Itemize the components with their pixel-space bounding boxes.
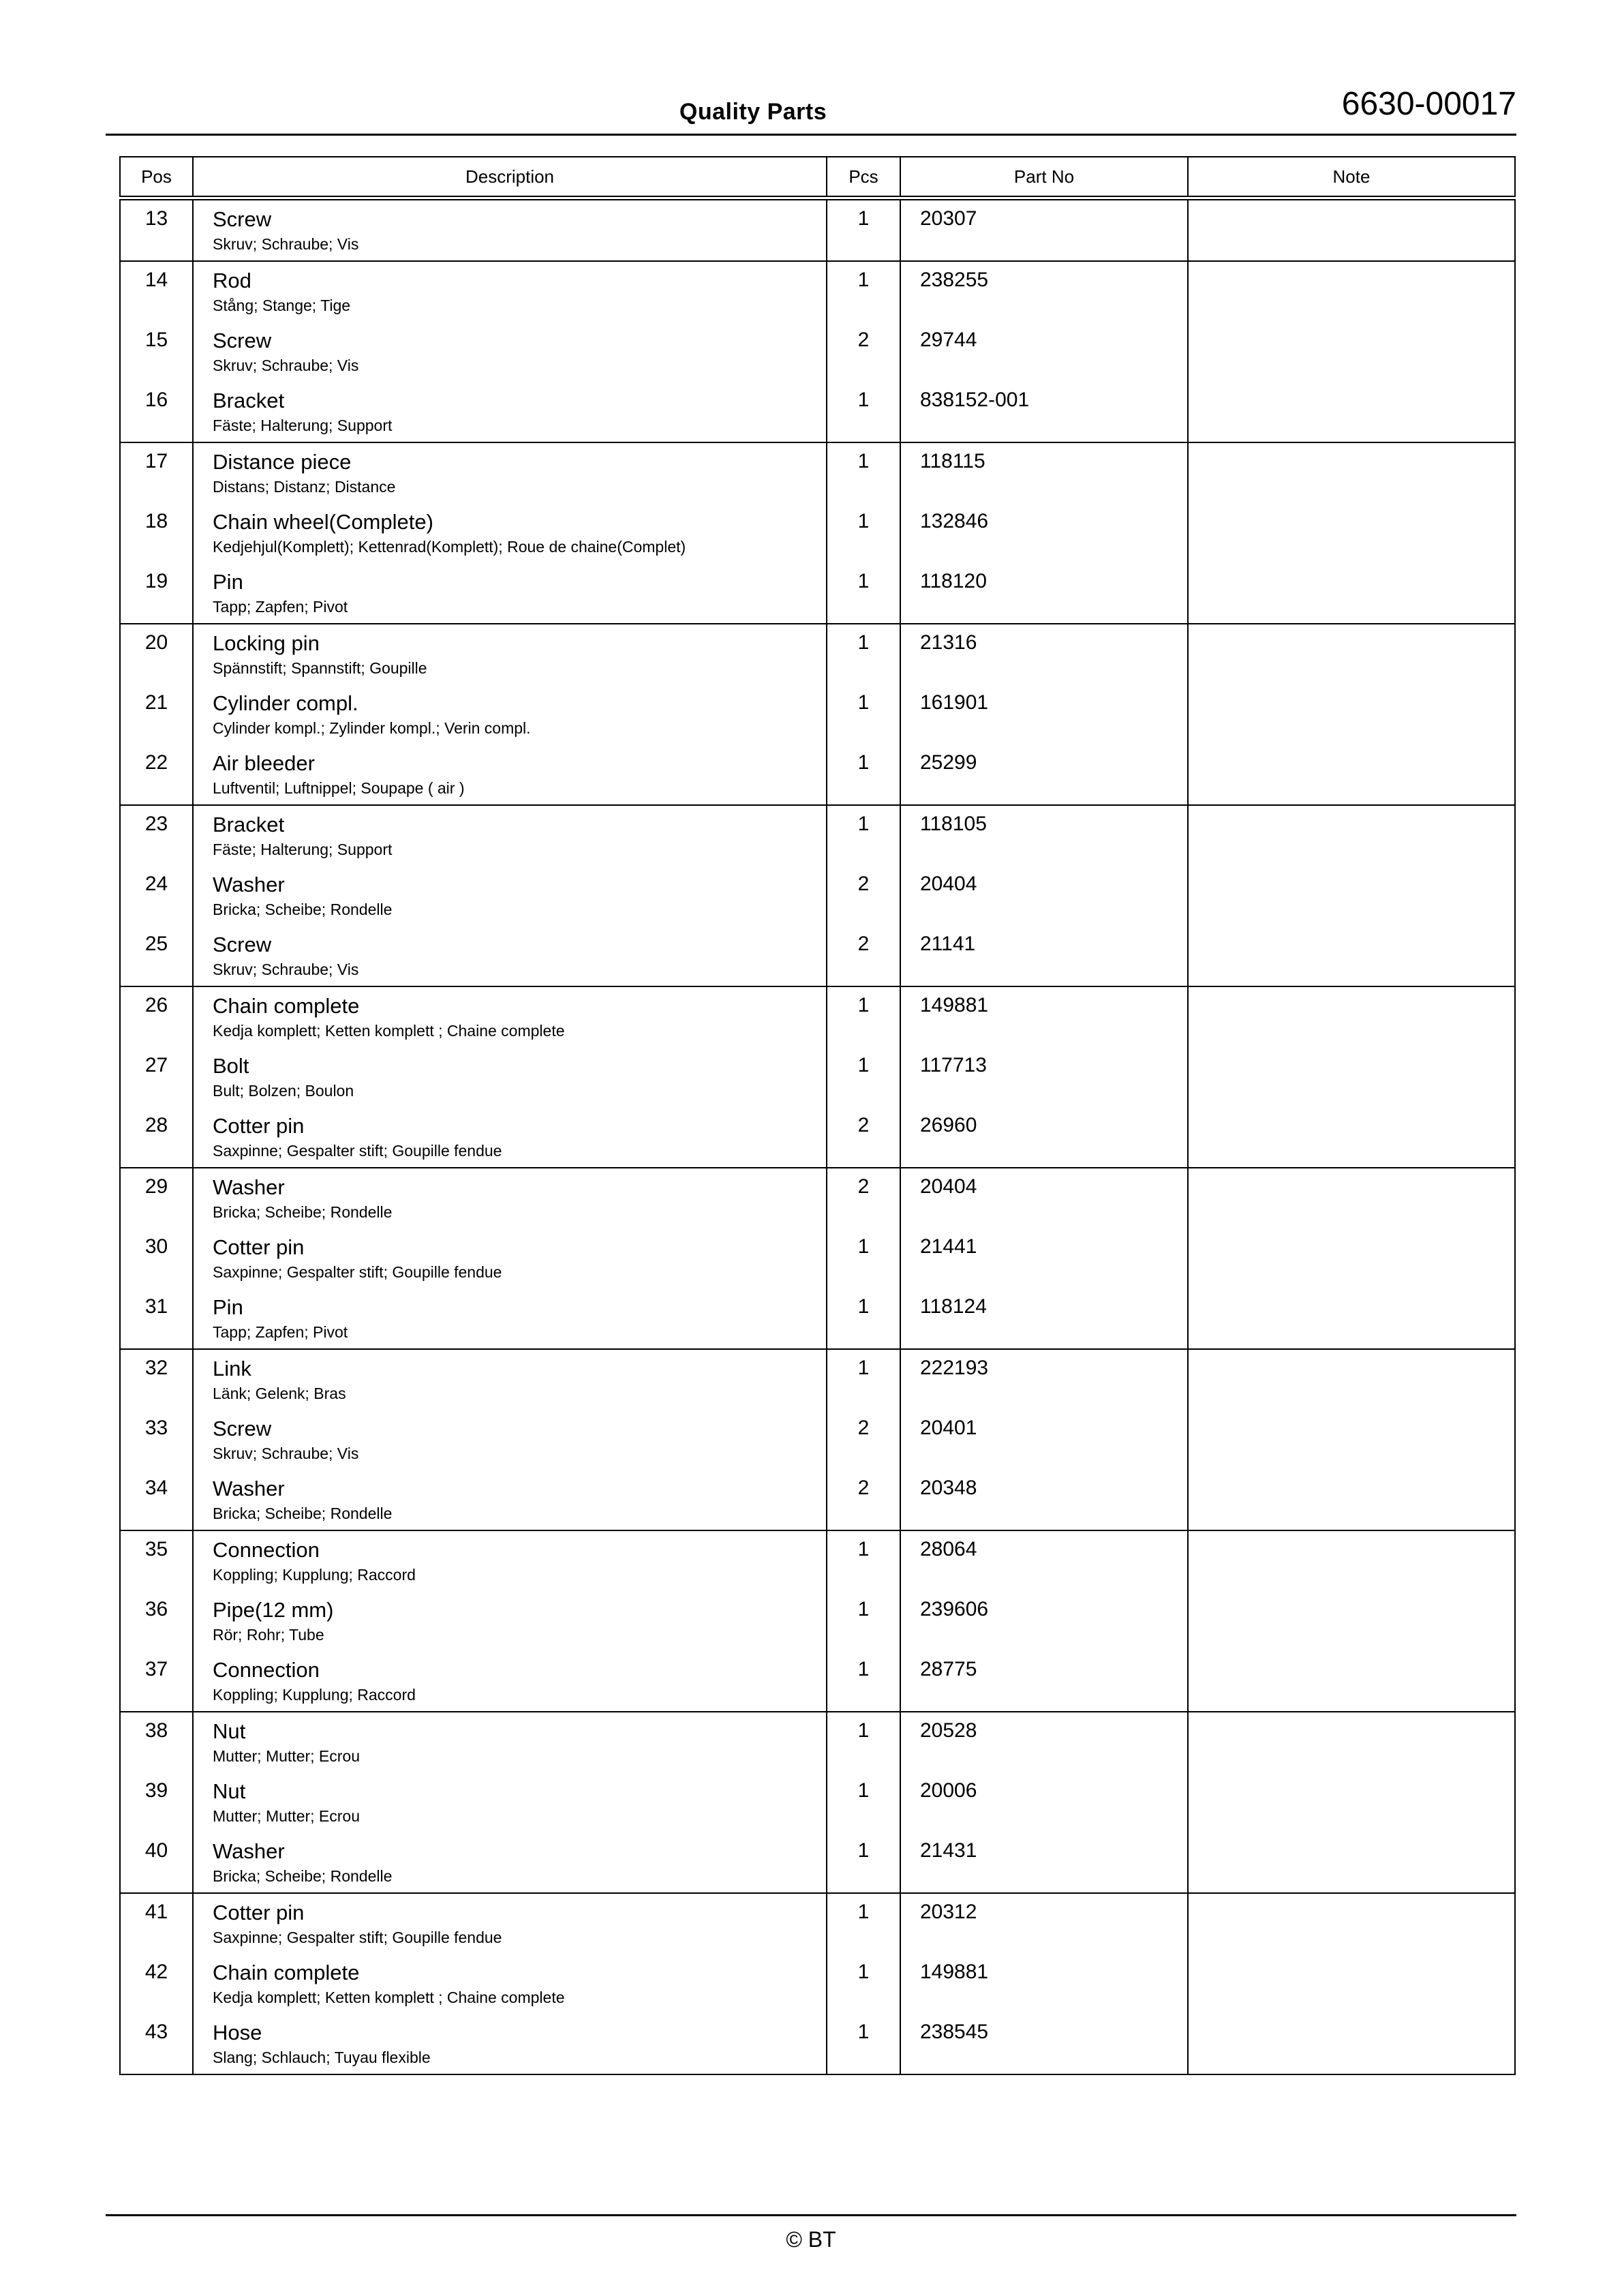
description-main: Locking pin bbox=[213, 631, 320, 655]
pcs-cell: 1 bbox=[827, 805, 900, 866]
table-row bbox=[120, 684, 1515, 744]
partno-cell: 28775 bbox=[900, 1651, 1188, 1712]
description-main: Pipe(12 mm) bbox=[213, 1598, 334, 1622]
partno-cell: 20006 bbox=[900, 1772, 1188, 1832]
description-sub: Distans; Distanz; Distance bbox=[213, 477, 396, 496]
description-sub: Skruv; Schraube; Vis bbox=[213, 1444, 359, 1462]
description-main: Screw bbox=[213, 207, 272, 231]
document-number: 6630-00017 bbox=[1341, 86, 1516, 122]
description-cell bbox=[193, 986, 827, 1047]
description-main: Chain complete bbox=[213, 1961, 360, 1984]
description-sub: Rör; Rohr; Tube bbox=[213, 1625, 324, 1644]
description-cell bbox=[193, 322, 827, 382]
table-row bbox=[120, 1832, 1515, 1893]
description-main: Connection bbox=[213, 1658, 320, 1682]
table-row bbox=[120, 1712, 1515, 1772]
partno-cell: 21316 bbox=[900, 624, 1188, 684]
pcs-cell: 1 bbox=[827, 1893, 900, 1954]
pcs-cell: 1 bbox=[827, 563, 900, 624]
pcs-cell: 2 bbox=[827, 1107, 900, 1168]
pos-cell: 23 bbox=[120, 805, 193, 866]
description-sub: Bult; Bolzen; Boulon bbox=[213, 1081, 354, 1100]
description-main: Washer bbox=[213, 1477, 285, 1500]
description-main: Pin bbox=[213, 570, 243, 594]
description-sub: Länk; Gelenk; Bras bbox=[213, 1384, 346, 1402]
description-sub: Saxpinne; Gespalter stift; Goupille fendue bbox=[213, 1263, 502, 1281]
description-main: Chain complete bbox=[213, 994, 360, 1018]
note-cell bbox=[1188, 744, 1515, 805]
pcs-cell: 2 bbox=[827, 1470, 900, 1530]
pos-cell: 26 bbox=[120, 986, 193, 1047]
pos-cell: 39 bbox=[120, 1772, 193, 1832]
description-main: Cotter pin bbox=[213, 1114, 305, 1138]
pos-cell: 16 bbox=[120, 382, 193, 442]
table-row bbox=[120, 624, 1515, 684]
description-sub: Koppling; Kupplung; Raccord bbox=[213, 1685, 416, 1704]
table-row bbox=[120, 1168, 1515, 1228]
table-row bbox=[120, 1772, 1515, 1832]
description-cell bbox=[193, 805, 827, 866]
partno-cell: 28064 bbox=[900, 1530, 1188, 1591]
partno-cell: 132846 bbox=[900, 503, 1188, 563]
pcs-cell: 1 bbox=[827, 503, 900, 563]
note-cell bbox=[1188, 1349, 1515, 1410]
pcs-cell: 2 bbox=[827, 322, 900, 382]
pos-cell: 22 bbox=[120, 744, 193, 805]
description-main: Pin bbox=[213, 1295, 243, 1319]
pos-cell: 28 bbox=[120, 1107, 193, 1168]
pos-cell: 36 bbox=[120, 1591, 193, 1651]
pcs-cell: 1 bbox=[827, 1772, 900, 1832]
partno-cell: 21441 bbox=[900, 1228, 1188, 1288]
pcs-cell: 1 bbox=[827, 986, 900, 1047]
description-main: Distance piece bbox=[213, 450, 352, 474]
table-row bbox=[120, 382, 1515, 442]
description-main: Connection bbox=[213, 1538, 320, 1562]
description-sub: Skruv; Schraube; Vis bbox=[213, 356, 359, 374]
pcs-cell: 1 bbox=[827, 684, 900, 744]
note-cell bbox=[1188, 1712, 1515, 1772]
note-cell bbox=[1188, 1530, 1515, 1591]
description-sub: Skruv; Schraube; Vis bbox=[213, 960, 359, 978]
description-cell bbox=[193, 1228, 827, 1288]
partno-cell: 20312 bbox=[900, 1893, 1188, 1954]
partno-cell: 161901 bbox=[900, 684, 1188, 744]
description-cell bbox=[193, 382, 827, 442]
note-cell bbox=[1188, 1470, 1515, 1530]
pos-cell: 37 bbox=[120, 1651, 193, 1712]
description-cell bbox=[193, 1832, 827, 1893]
pos-cell: 29 bbox=[120, 1168, 193, 1228]
note-cell bbox=[1188, 986, 1515, 1047]
table-row bbox=[120, 1530, 1515, 1591]
description-cell bbox=[193, 1107, 827, 1168]
table-row bbox=[120, 1288, 1515, 1349]
partno-cell: 25299 bbox=[900, 744, 1188, 805]
description-cell bbox=[193, 563, 827, 624]
description-cell bbox=[193, 503, 827, 563]
description-cell bbox=[193, 1772, 827, 1832]
description-cell bbox=[193, 198, 827, 262]
pos-cell: 18 bbox=[120, 503, 193, 563]
description-cell bbox=[193, 1470, 827, 1530]
description-main: Air bleeder bbox=[213, 751, 315, 775]
description-sub: Mutter; Mutter; Ecrou bbox=[213, 1747, 361, 1765]
description-sub: Bricka; Scheibe; Rondelle bbox=[213, 1504, 393, 1522]
copyright-text: © BT bbox=[786, 2227, 836, 2252]
partno-cell: 149881 bbox=[900, 986, 1188, 1047]
description-cell bbox=[193, 926, 827, 986]
table-row bbox=[120, 805, 1515, 866]
note-cell bbox=[1188, 866, 1515, 926]
description-sub: Kedja komplett; Ketten komplett ; Chaine complete bbox=[213, 1021, 565, 1040]
description-cell bbox=[193, 684, 827, 744]
note-cell bbox=[1188, 563, 1515, 624]
description-cell bbox=[193, 1168, 827, 1228]
pos-cell: 35 bbox=[120, 1530, 193, 1591]
description-main: Chain wheel(Complete) bbox=[213, 510, 433, 534]
description-main: Hose bbox=[213, 2021, 262, 2044]
pcs-cell: 2 bbox=[827, 1168, 900, 1228]
description-sub: Bricka; Scheibe; Rondelle bbox=[213, 1203, 393, 1221]
partno-cell: 26960 bbox=[900, 1107, 1188, 1168]
table-row bbox=[120, 1228, 1515, 1288]
description-cell bbox=[193, 1530, 827, 1591]
description-sub: Skruv; Schraube; Vis bbox=[213, 235, 359, 253]
pcs-cell: 1 bbox=[827, 1288, 900, 1349]
table-row bbox=[120, 261, 1515, 322]
pcs-cell: 1 bbox=[827, 1651, 900, 1712]
page-title: Quality Parts bbox=[679, 99, 827, 125]
pos-cell: 27 bbox=[120, 1047, 193, 1107]
pos-cell: 14 bbox=[120, 261, 193, 322]
pcs-cell: 1 bbox=[827, 1047, 900, 1107]
partno-cell: 20528 bbox=[900, 1712, 1188, 1772]
description-main: Rod bbox=[213, 269, 251, 292]
table-row bbox=[120, 1954, 1515, 2014]
description-cell bbox=[193, 1893, 827, 1954]
pcs-cell: 1 bbox=[827, 1832, 900, 1893]
note-cell bbox=[1188, 1591, 1515, 1651]
description-cell bbox=[193, 1349, 827, 1410]
table-row bbox=[120, 1107, 1515, 1168]
note-cell bbox=[1188, 503, 1515, 563]
description-main: Washer bbox=[213, 1839, 285, 1863]
pos-cell: 42 bbox=[120, 1954, 193, 2014]
table-header-row bbox=[120, 157, 1515, 198]
pcs-cell: 1 bbox=[827, 1591, 900, 1651]
partno-cell: 20404 bbox=[900, 1168, 1188, 1228]
partno-cell: 20348 bbox=[900, 1470, 1188, 1530]
description-sub: Koppling; Kupplung; Raccord bbox=[213, 1565, 416, 1584]
partno-cell: 238545 bbox=[900, 2014, 1188, 2074]
partno-cell: 118120 bbox=[900, 563, 1188, 624]
pos-cell: 40 bbox=[120, 1832, 193, 1893]
table-row bbox=[120, 1470, 1515, 1530]
description-main: Cotter pin bbox=[213, 1235, 305, 1259]
column-header-note: Note bbox=[1188, 157, 1515, 198]
column-header-partno: Part No bbox=[900, 157, 1188, 198]
table-row bbox=[120, 866, 1515, 926]
partno-cell: 238255 bbox=[900, 261, 1188, 322]
pos-cell: 30 bbox=[120, 1228, 193, 1288]
description-cell bbox=[193, 2014, 827, 2074]
pcs-cell: 1 bbox=[827, 442, 900, 503]
description-sub: Tapp; Zapfen; Pivot bbox=[213, 597, 348, 616]
pcs-cell: 1 bbox=[827, 2014, 900, 2074]
description-sub: Slang; Schlauch; Tuyau flexible bbox=[213, 2048, 431, 2066]
description-main: Screw bbox=[213, 329, 272, 352]
pcs-cell: 2 bbox=[827, 926, 900, 986]
table-row bbox=[120, 1047, 1515, 1107]
note-cell bbox=[1188, 322, 1515, 382]
note-cell bbox=[1188, 1168, 1515, 1228]
pos-cell: 13 bbox=[120, 198, 193, 262]
table-row bbox=[120, 503, 1515, 563]
parts-table bbox=[119, 156, 1516, 2075]
partno-cell: 29744 bbox=[900, 322, 1188, 382]
description-cell bbox=[193, 261, 827, 322]
partno-cell: 20404 bbox=[900, 866, 1188, 926]
page-header bbox=[106, 60, 1516, 136]
partno-cell: 21141 bbox=[900, 926, 1188, 986]
pos-cell: 21 bbox=[120, 684, 193, 744]
pcs-cell: 1 bbox=[827, 1349, 900, 1410]
note-cell bbox=[1188, 382, 1515, 442]
table-row bbox=[120, 563, 1515, 624]
description-main: Bracket bbox=[213, 813, 285, 836]
description-cell bbox=[193, 1591, 827, 1651]
pcs-cell: 1 bbox=[827, 744, 900, 805]
description-cell bbox=[193, 624, 827, 684]
pcs-cell: 2 bbox=[827, 1410, 900, 1470]
note-cell bbox=[1188, 198, 1515, 262]
pcs-cell: 1 bbox=[827, 1530, 900, 1591]
description-main: Bolt bbox=[213, 1054, 249, 1078]
partno-cell: 239606 bbox=[900, 1591, 1188, 1651]
description-sub: Luftventil; Luftnippel; Soupape ( air ) bbox=[213, 779, 465, 797]
description-cell bbox=[193, 1954, 827, 2014]
table-row bbox=[120, 1893, 1515, 1954]
note-cell bbox=[1188, 1228, 1515, 1288]
table-row bbox=[120, 744, 1515, 805]
column-header-pcs: Pcs bbox=[827, 157, 900, 198]
pos-cell: 41 bbox=[120, 1893, 193, 1954]
partno-cell: 117713 bbox=[900, 1047, 1188, 1107]
description-cell bbox=[193, 866, 827, 926]
column-header-description: Description bbox=[193, 157, 827, 198]
pos-cell: 19 bbox=[120, 563, 193, 624]
table-row bbox=[120, 1651, 1515, 1712]
table-row bbox=[120, 1349, 1515, 1410]
description-sub: Tapp; Zapfen; Pivot bbox=[213, 1323, 348, 1341]
pcs-cell: 1 bbox=[827, 1712, 900, 1772]
note-cell bbox=[1188, 1047, 1515, 1107]
table-row bbox=[120, 1591, 1515, 1651]
table-row bbox=[120, 442, 1515, 503]
pcs-cell: 1 bbox=[827, 1228, 900, 1288]
pcs-cell: 1 bbox=[827, 624, 900, 684]
pos-cell: 24 bbox=[120, 866, 193, 926]
pos-cell: 38 bbox=[120, 1712, 193, 1772]
table-row bbox=[120, 2014, 1515, 2074]
description-cell bbox=[193, 1651, 827, 1712]
description-sub: Bricka; Scheibe; Rondelle bbox=[213, 900, 393, 918]
note-cell bbox=[1188, 261, 1515, 322]
parts-table-body bbox=[120, 198, 1515, 2075]
pos-cell: 25 bbox=[120, 926, 193, 986]
note-cell bbox=[1188, 1954, 1515, 2014]
description-cell bbox=[193, 442, 827, 503]
partno-cell: 21431 bbox=[900, 1832, 1188, 1893]
pcs-cell: 1 bbox=[827, 261, 900, 322]
description-sub: Kedja komplett; Ketten komplett ; Chaine complete bbox=[213, 1988, 565, 2006]
note-cell bbox=[1188, 1772, 1515, 1832]
description-sub: Cylinder kompl.; Zylinder kompl.; Verin compl. bbox=[213, 719, 531, 737]
partno-cell: 118124 bbox=[900, 1288, 1188, 1349]
pos-cell: 17 bbox=[120, 442, 193, 503]
description-main: Cotter pin bbox=[213, 1901, 305, 1924]
note-cell bbox=[1188, 1651, 1515, 1712]
note-cell bbox=[1188, 1832, 1515, 1893]
description-sub: Bricka; Scheibe; Rondelle bbox=[213, 1867, 393, 1885]
partno-cell: 118115 bbox=[900, 442, 1188, 503]
note-cell bbox=[1188, 805, 1515, 866]
note-cell bbox=[1188, 2014, 1515, 2074]
table-row bbox=[120, 986, 1515, 1047]
description-sub: Fäste; Halterung; Support bbox=[213, 840, 393, 858]
description-cell bbox=[193, 1712, 827, 1772]
pos-cell: 20 bbox=[120, 624, 193, 684]
pcs-cell: 1 bbox=[827, 1954, 900, 2014]
partno-cell: 838152-001 bbox=[900, 382, 1188, 442]
description-main: Nut bbox=[213, 1719, 246, 1743]
description-sub: Stång; Stange; Tige bbox=[213, 296, 351, 314]
pcs-cell: 1 bbox=[827, 382, 900, 442]
description-main: Nut bbox=[213, 1779, 246, 1803]
note-cell bbox=[1188, 1410, 1515, 1470]
partno-cell: 149881 bbox=[900, 1954, 1188, 2014]
partno-cell: 118105 bbox=[900, 805, 1188, 866]
table-row bbox=[120, 926, 1515, 986]
pos-cell: 43 bbox=[120, 2014, 193, 2074]
note-cell bbox=[1188, 684, 1515, 744]
note-cell bbox=[1188, 624, 1515, 684]
description-main: Washer bbox=[213, 873, 285, 896]
note-cell bbox=[1188, 442, 1515, 503]
pcs-cell: 2 bbox=[827, 866, 900, 926]
partno-cell: 20401 bbox=[900, 1410, 1188, 1470]
description-sub: Fäste; Halterung; Support bbox=[213, 416, 393, 434]
pos-cell: 32 bbox=[120, 1349, 193, 1410]
table-row bbox=[120, 198, 1515, 262]
description-cell bbox=[193, 744, 827, 805]
partno-cell: 20307 bbox=[900, 198, 1188, 262]
partno-cell: 222193 bbox=[900, 1349, 1188, 1410]
pcs-cell: 1 bbox=[827, 198, 900, 262]
description-sub: Spännstift; Spannstift; Goupille bbox=[213, 659, 427, 677]
description-main: Link bbox=[213, 1357, 251, 1380]
pos-cell: 34 bbox=[120, 1470, 193, 1530]
pos-cell: 31 bbox=[120, 1288, 193, 1349]
pos-cell: 33 bbox=[120, 1410, 193, 1470]
description-cell bbox=[193, 1047, 827, 1107]
note-cell bbox=[1188, 1288, 1515, 1349]
table-row bbox=[120, 322, 1515, 382]
description-sub: Kedjehjul(Komplett); Kettenrad(Komplett); Roue de chaine(Complet) bbox=[213, 537, 686, 556]
table-row bbox=[120, 1410, 1515, 1470]
note-cell bbox=[1188, 1107, 1515, 1168]
note-cell bbox=[1188, 1893, 1515, 1954]
description-sub: Mutter; Mutter; Ecrou bbox=[213, 1807, 361, 1825]
description-main: Washer bbox=[213, 1175, 285, 1199]
description-main: Cylinder compl. bbox=[213, 691, 358, 715]
pos-cell: 15 bbox=[120, 322, 193, 382]
description-main: Bracket bbox=[213, 389, 285, 412]
column-header-pos: Pos bbox=[120, 157, 193, 198]
description-sub: Saxpinne; Gespalter stift; Goupille fendue bbox=[213, 1141, 502, 1160]
page-footer bbox=[106, 2214, 1516, 2252]
description-cell bbox=[193, 1288, 827, 1349]
description-main: Screw bbox=[213, 933, 272, 956]
note-cell bbox=[1188, 926, 1515, 986]
description-sub: Saxpinne; Gespalter stift; Goupille fendue bbox=[213, 1928, 502, 1946]
description-main: Screw bbox=[213, 1417, 272, 1440]
description-cell bbox=[193, 1410, 827, 1470]
